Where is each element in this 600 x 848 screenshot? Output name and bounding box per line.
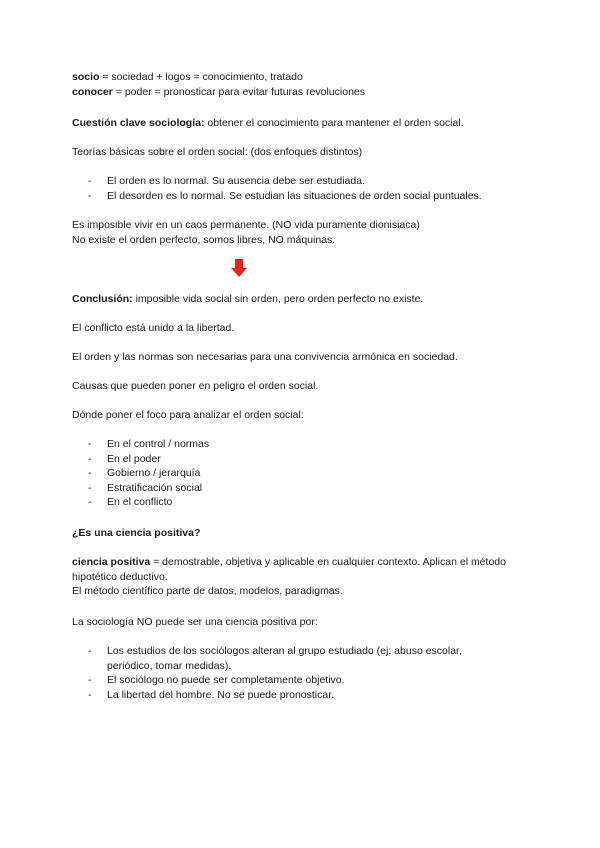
- teorias-intro: Teorías básicas sobre el orden social: (dos enfoques distintos): [72, 146, 363, 158]
- cuestion-clave-paragraph: [72, 116, 532, 131]
- list-item-text: En el control / normas: [107, 438, 210, 450]
- list-item-text: Gobierno / jerarquía: [107, 467, 201, 479]
- socio-definition: = sociedad + logos = conocimiento, tratado: [99, 71, 303, 83]
- cuestion-clave-label: Cuestión clave sociología:: [72, 117, 205, 129]
- list-dash: -: [88, 481, 92, 494]
- ciencia-positiva-text: = demostrable, objetiva y aplicable en cualquier contexto. Aplican el método hipotético deductivo.: [72, 556, 506, 583]
- imposible-line-2: No existe el orden perfecto, somos libres, NO máquinas.: [72, 233, 336, 246]
- list-item: [88, 673, 508, 688]
- list-item-text: En el poder: [107, 452, 161, 465]
- list-dash: -: [88, 496, 92, 508]
- list-item-text: La libertad del hombre. No se puede pronosticar.: [107, 688, 335, 701]
- list-item: [88, 174, 508, 189]
- list-item: [88, 688, 508, 703]
- socio-term: socio: [72, 71, 100, 83]
- list-dash: -: [88, 467, 92, 479]
- list-item: [88, 189, 508, 204]
- orden-paragraph: El orden y las normas son necesarias para una convivencia armónica en sociedad.: [72, 351, 458, 363]
- list-item: [88, 437, 508, 452]
- list-item-text: Estratificación social: [107, 481, 203, 494]
- list-item-text: El sociólogo no puede ser completamente objetivo.: [107, 674, 345, 686]
- list-item-text: Los estudios de los sociólogos alteran al grupo estudiado (ej: abuso escolar, periódico, tomar medidas).: [107, 645, 462, 672]
- sociologia-no-list: [88, 644, 508, 702]
- list-dash: -: [88, 645, 92, 657]
- down-arrow-icon: [231, 259, 247, 277]
- ciencia-positiva-term: ciencia positiva: [72, 556, 151, 568]
- imposible-paragraph: [72, 218, 532, 247]
- causas-paragraph: Causas que pueden poner en peligro el orden social.: [72, 380, 319, 392]
- conclusion-text: imposible vida social sin orden, pero orden perfecto no existe.: [132, 293, 424, 305]
- teorias-list: [88, 174, 508, 203]
- list-item: [88, 644, 508, 673]
- list-dash: -: [88, 674, 92, 686]
- foco-intro: Dónde poner el foco para analizar el orden social:: [72, 409, 304, 421]
- list-item: [88, 452, 508, 467]
- conflicto-paragraph: El conflicto está unido a la libertad.: [72, 322, 235, 334]
- metodo-cientifico-line: El método científico parte de datos, modelos, paradigmas.: [72, 585, 343, 597]
- list-item: [88, 481, 508, 496]
- cuestion-clave-text: obtener el conocimiento para mantener el orden social.: [204, 117, 464, 129]
- conclusion-paragraph: [72, 292, 532, 307]
- list-dash: -: [88, 438, 92, 450]
- ciencia-positiva-heading: ¿Es una ciencia positiva?: [72, 527, 201, 539]
- conocer-term: conocer: [72, 85, 113, 98]
- conclusion-label: Conclusión:: [72, 293, 133, 305]
- list-dash: -: [88, 175, 92, 187]
- down-arrow-shape: [231, 259, 247, 277]
- sociologia-no-intro: La sociología NO puede ser una ciencia positiva por:: [72, 616, 318, 628]
- list-dash: -: [88, 688, 92, 701]
- list-item-text: El desorden es lo normal. Se estudian las situaciones de orden social puntuales.: [107, 189, 482, 202]
- conocer-definition: = poder = pronosticar para evitar futuras revoluciones: [112, 85, 365, 98]
- definitions: [72, 70, 532, 99]
- imposible-line-1: Es imposible vivir en un caos permanente. (NO vida puramente dionisiaca): [72, 219, 420, 231]
- ciencia-positiva-definition: [72, 555, 532, 599]
- list-dash: -: [88, 452, 92, 465]
- foco-list: [88, 437, 508, 510]
- list-item-text: El orden es lo normal. Su ausencia debe ser estudiada.: [107, 175, 365, 187]
- list-dash: -: [88, 189, 92, 202]
- list-item: [88, 495, 508, 510]
- list-item: [88, 466, 508, 481]
- list-item-text: En el conflicto: [107, 496, 173, 508]
